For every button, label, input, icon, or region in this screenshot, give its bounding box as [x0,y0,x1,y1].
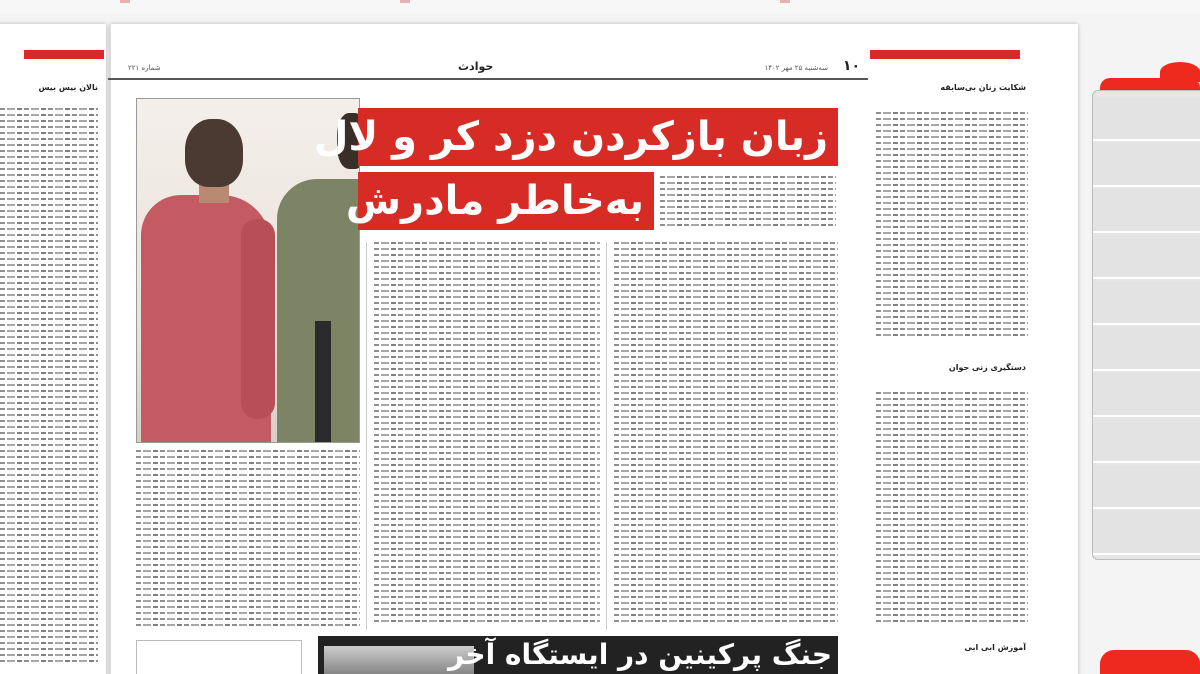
right-column-text-2 [876,392,1028,628]
top-strip [0,0,1200,14]
left-page-subhead: نالان بیس بیس [38,83,98,92]
article-column-right [614,242,838,630]
running-head [108,58,868,80]
right-column-red-bar [870,50,1020,59]
panel-red-curl [1160,62,1200,82]
bottom-story-banner [318,636,838,674]
column-rule [606,242,607,630]
paper-name: حوادث [458,60,494,73]
left-page-red-bar [24,50,104,59]
right-column-subhead-3: آموزش‌ ابی ابی [964,643,1026,652]
article-column-middle [374,242,600,630]
column-rule [366,242,367,630]
issue-date: سه‌شنبه ۲۵ مهر ۱۴۰۲ [764,64,828,72]
panel-red-tab-bottom [1100,650,1200,674]
article-column-left [136,450,360,630]
bottom-left-box [136,640,302,674]
bottom-story-headline: جنگ پرکینین در ایستگاه آخر [447,638,832,671]
issue-number: شماره ۲۲۱ [128,64,161,72]
headline-line-1: زبان بازکردن دزد کر و لال [358,108,838,166]
article-lead [660,176,836,232]
page-number: ۱۰ [842,58,860,74]
right-column-text-1 [876,112,1028,340]
right-column-subhead-1: شکایت زنان بی‌سابقه [940,83,1026,92]
left-page-text [0,108,98,668]
headline-line-2: به‌خاطر مادرش [358,172,654,230]
next-page-panel [1092,90,1200,560]
right-column-subhead-2: دستگیری زنی جوان [948,363,1026,372]
